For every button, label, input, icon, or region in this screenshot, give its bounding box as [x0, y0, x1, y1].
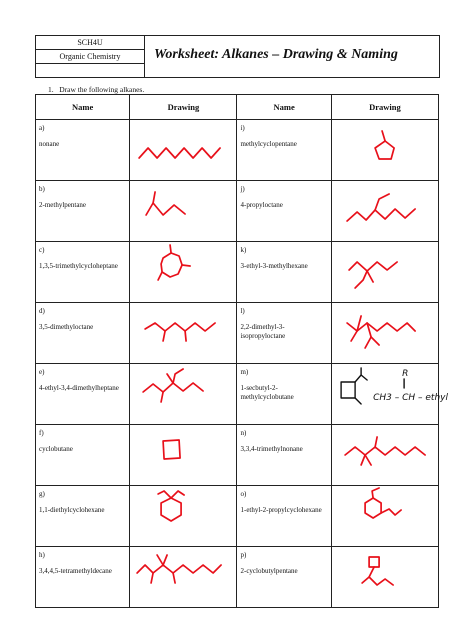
- compound-name: 3-ethyl-3-methylhexane: [240, 262, 308, 270]
- compound-name: 3,3,4-trimethylnonane: [240, 445, 303, 453]
- drawing-cell: [130, 120, 237, 181]
- structure-2-cyclobutylpentane: [332, 547, 438, 607]
- structure-3-ethyl-3-methylhexane: [332, 242, 438, 302]
- name-cell: [237, 364, 331, 425]
- item-letter: p): [240, 551, 247, 559]
- name-cell: [36, 547, 130, 608]
- name-cell: [36, 120, 130, 181]
- column-header: Drawing: [331, 95, 438, 120]
- question-prompt: 1. Draw the following alkanes.: [48, 85, 145, 94]
- item-letter: j): [240, 185, 245, 193]
- compound-name: 2-cyclobutylpentane: [240, 567, 298, 575]
- compound-name: nonane: [39, 140, 60, 148]
- compound-name: 1-ethyl-2-propylcyclohexane: [240, 506, 322, 514]
- worksheet-header: [35, 35, 440, 78]
- structure-3-4-4-5-tetramethyldecane: [130, 547, 236, 607]
- item-letter: l): [240, 307, 245, 315]
- drawing-cell: [331, 364, 448, 425]
- drawing-cell: [130, 181, 237, 242]
- item-letter: c): [39, 246, 45, 254]
- item-letter: a): [39, 124, 45, 132]
- drawing-cell: [331, 303, 438, 364]
- worksheet-title: Worksheet: Alkanes – Drawing & Naming: [154, 47, 398, 62]
- name-cell: [237, 181, 331, 242]
- name-cell: [237, 547, 331, 608]
- item-letter: g): [39, 490, 45, 498]
- item-letter: h): [39, 551, 45, 559]
- name-cell: [237, 486, 331, 547]
- structure-3-3-4-trimethylnonane: [332, 425, 438, 485]
- compound-name: 1-secbutyl-2-methylcyclobutane: [240, 384, 294, 401]
- item-letter: m): [240, 368, 249, 376]
- drawing-cell: [331, 242, 438, 303]
- name-cell: [237, 242, 331, 303]
- table-header-row: [36, 95, 439, 120]
- item-letter: o): [240, 490, 247, 498]
- handwritten-substituent: CH3 – CH – ethyl: [372, 393, 448, 403]
- drawing-cell: [130, 303, 237, 364]
- compound-name: 2,2-dimethyl-3-isopropyloctane: [240, 323, 286, 340]
- course-info-box: [36, 36, 145, 77]
- name-cell: [237, 303, 331, 364]
- drawing-cell: [130, 425, 237, 486]
- drawing-cell: [130, 242, 237, 303]
- structure-methylcyclopentane: [332, 120, 438, 180]
- table-row: [36, 486, 439, 547]
- alkanes-table: [35, 94, 448, 608]
- compound-name: 4-ethyl-3,4-dimethylheptane: [39, 384, 119, 392]
- table-row: [36, 547, 439, 608]
- structure-4-ethyl-3-4-dimethylheptane: [130, 364, 236, 424]
- column-header: Drawing: [130, 95, 237, 120]
- item-letter: e): [39, 368, 45, 376]
- structure-2-2-dimethyl-3-isopropyloctane: [332, 303, 438, 363]
- table-row: [36, 425, 439, 486]
- item-letter: k): [240, 246, 247, 254]
- table-row: [36, 303, 439, 364]
- structure-1-ethyl-2-propylcyclohexane: [332, 486, 438, 546]
- drawing-cell: [331, 425, 438, 486]
- structure-nonane: [130, 120, 236, 180]
- name-cell: [36, 181, 130, 242]
- handwritten-r-label: R: [401, 369, 409, 379]
- column-header: Name: [237, 95, 331, 120]
- compound-name: 1,1-diethylcyclohexane: [39, 506, 105, 514]
- name-cell: [237, 120, 331, 181]
- structure-3-5-dimethyloctane: [130, 303, 236, 363]
- compound-name: 2-methylpentane: [39, 201, 87, 209]
- name-cell: [237, 425, 331, 486]
- name-cell: [36, 364, 130, 425]
- drawing-cell: [130, 486, 237, 547]
- structure-2-methylpentane: [130, 181, 236, 241]
- compound-name: cyclobutane: [39, 445, 73, 453]
- table-row: [36, 181, 439, 242]
- course-name: Organic Chemistry: [36, 50, 144, 64]
- item-letter: b): [39, 185, 45, 193]
- name-cell: [36, 425, 130, 486]
- structure-trimethylcycloheptane: [130, 242, 236, 302]
- course-code: SCH4U: [36, 36, 144, 50]
- table-row: [36, 242, 439, 303]
- name-cell: [36, 242, 130, 303]
- drawing-cell: [331, 486, 438, 547]
- column-header: Name: [36, 95, 130, 120]
- compound-name: methylcyclopentane: [240, 140, 297, 148]
- structure-cyclobutane: [130, 425, 236, 485]
- drawing-cell: [331, 547, 438, 608]
- drawing-cell: [331, 181, 438, 242]
- item-letter: f): [39, 429, 44, 437]
- item-letter: n): [240, 429, 247, 437]
- structure-1-secbutyl-2-methylcyclobutane: [332, 364, 448, 424]
- name-cell: [36, 303, 130, 364]
- compound-name: 3,4,4,5-tetramethyldecane: [39, 567, 112, 575]
- structure-1-1-diethylcyclohexane: [130, 486, 236, 546]
- compound-name: 3,5-dimethyloctane: [39, 323, 94, 331]
- table-row: [36, 364, 439, 425]
- drawing-cell: [331, 120, 438, 181]
- name-cell: [36, 486, 130, 547]
- drawing-cell: [130, 364, 237, 425]
- course-blank-cell: [36, 64, 144, 77]
- drawing-cell: [130, 547, 237, 608]
- table-row: [36, 120, 439, 181]
- item-letter: d): [39, 307, 45, 315]
- compound-name: 1,3,5-trimethylcycloheptane: [39, 262, 118, 270]
- item-letter: i): [240, 124, 245, 132]
- structure-4-propyloctane: [332, 181, 438, 241]
- compound-name: 4-propyloctane: [240, 201, 283, 209]
